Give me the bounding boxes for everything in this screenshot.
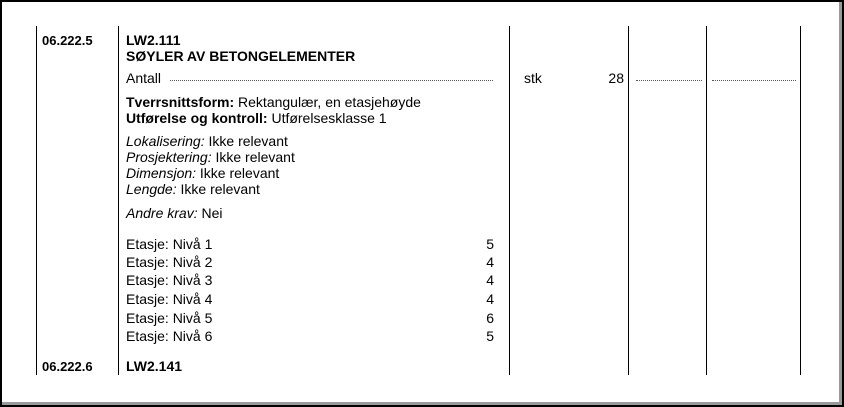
post-code: LW2.111	[126, 32, 181, 48]
quantity-value: 28	[608, 70, 624, 86]
column-rule-number	[118, 26, 119, 375]
floor-row-value: 4	[486, 254, 494, 270]
floor-row-label: Etasje: Nivå 6	[126, 328, 213, 344]
column-rule-quantity	[628, 26, 629, 375]
floor-row-value: 4	[486, 272, 494, 288]
column-rule-unitprice	[706, 26, 707, 375]
property-localization: Lokalisering: Ikke relevant	[126, 133, 288, 149]
unit-value: stk	[524, 70, 542, 86]
cross-section-value: Rektangulær, en etasjehøyde	[234, 94, 421, 110]
floor-row-value: 5	[486, 328, 494, 344]
floor-row-value: 4	[486, 291, 494, 307]
floor-row-value: 5	[486, 236, 494, 252]
quantity-leader-dots	[170, 80, 493, 81]
total-price-dots	[712, 80, 796, 81]
execution-label: Utførelse og kontroll:	[126, 110, 268, 126]
property-length: Lengde: Ikke relevant	[126, 181, 260, 197]
floor-row-label: Etasje: Nivå 2	[126, 254, 213, 270]
cross-section-label: Tverrsnittsform:	[126, 94, 235, 110]
column-rule-description	[509, 26, 510, 375]
floor-row-label: Etasje: Nivå 5	[126, 310, 213, 326]
execution-line	[126, 110, 387, 126]
floor-row-label: Etasje: Nivå 3	[126, 272, 213, 288]
other-requirements: Andre krav: Nei	[126, 205, 223, 221]
property-dimension: Dimensjon: Ikke relevant	[126, 165, 280, 181]
unit-price-dots	[636, 80, 702, 81]
execution-value: Utførelsesklasse 1	[267, 110, 387, 126]
floor-row-label: Etasje: Nivå 1	[126, 236, 213, 252]
property-design: Prosjektering: Ikke relevant	[126, 149, 295, 165]
post-title: SØYLER AV BETONGELEMENTER	[126, 48, 356, 64]
quantity-label: Antall	[126, 70, 162, 86]
post-number: 06.222.5	[42, 33, 93, 48]
cross-section-line	[126, 94, 421, 110]
post-code: LW2.141	[126, 358, 183, 374]
floor-row-value: 6	[486, 310, 494, 326]
post-number: 06.222.6	[42, 359, 93, 374]
column-rule-left	[36, 26, 37, 375]
floor-row-label: Etasje: Nivå 4	[126, 291, 213, 307]
column-rule-right	[800, 26, 801, 375]
